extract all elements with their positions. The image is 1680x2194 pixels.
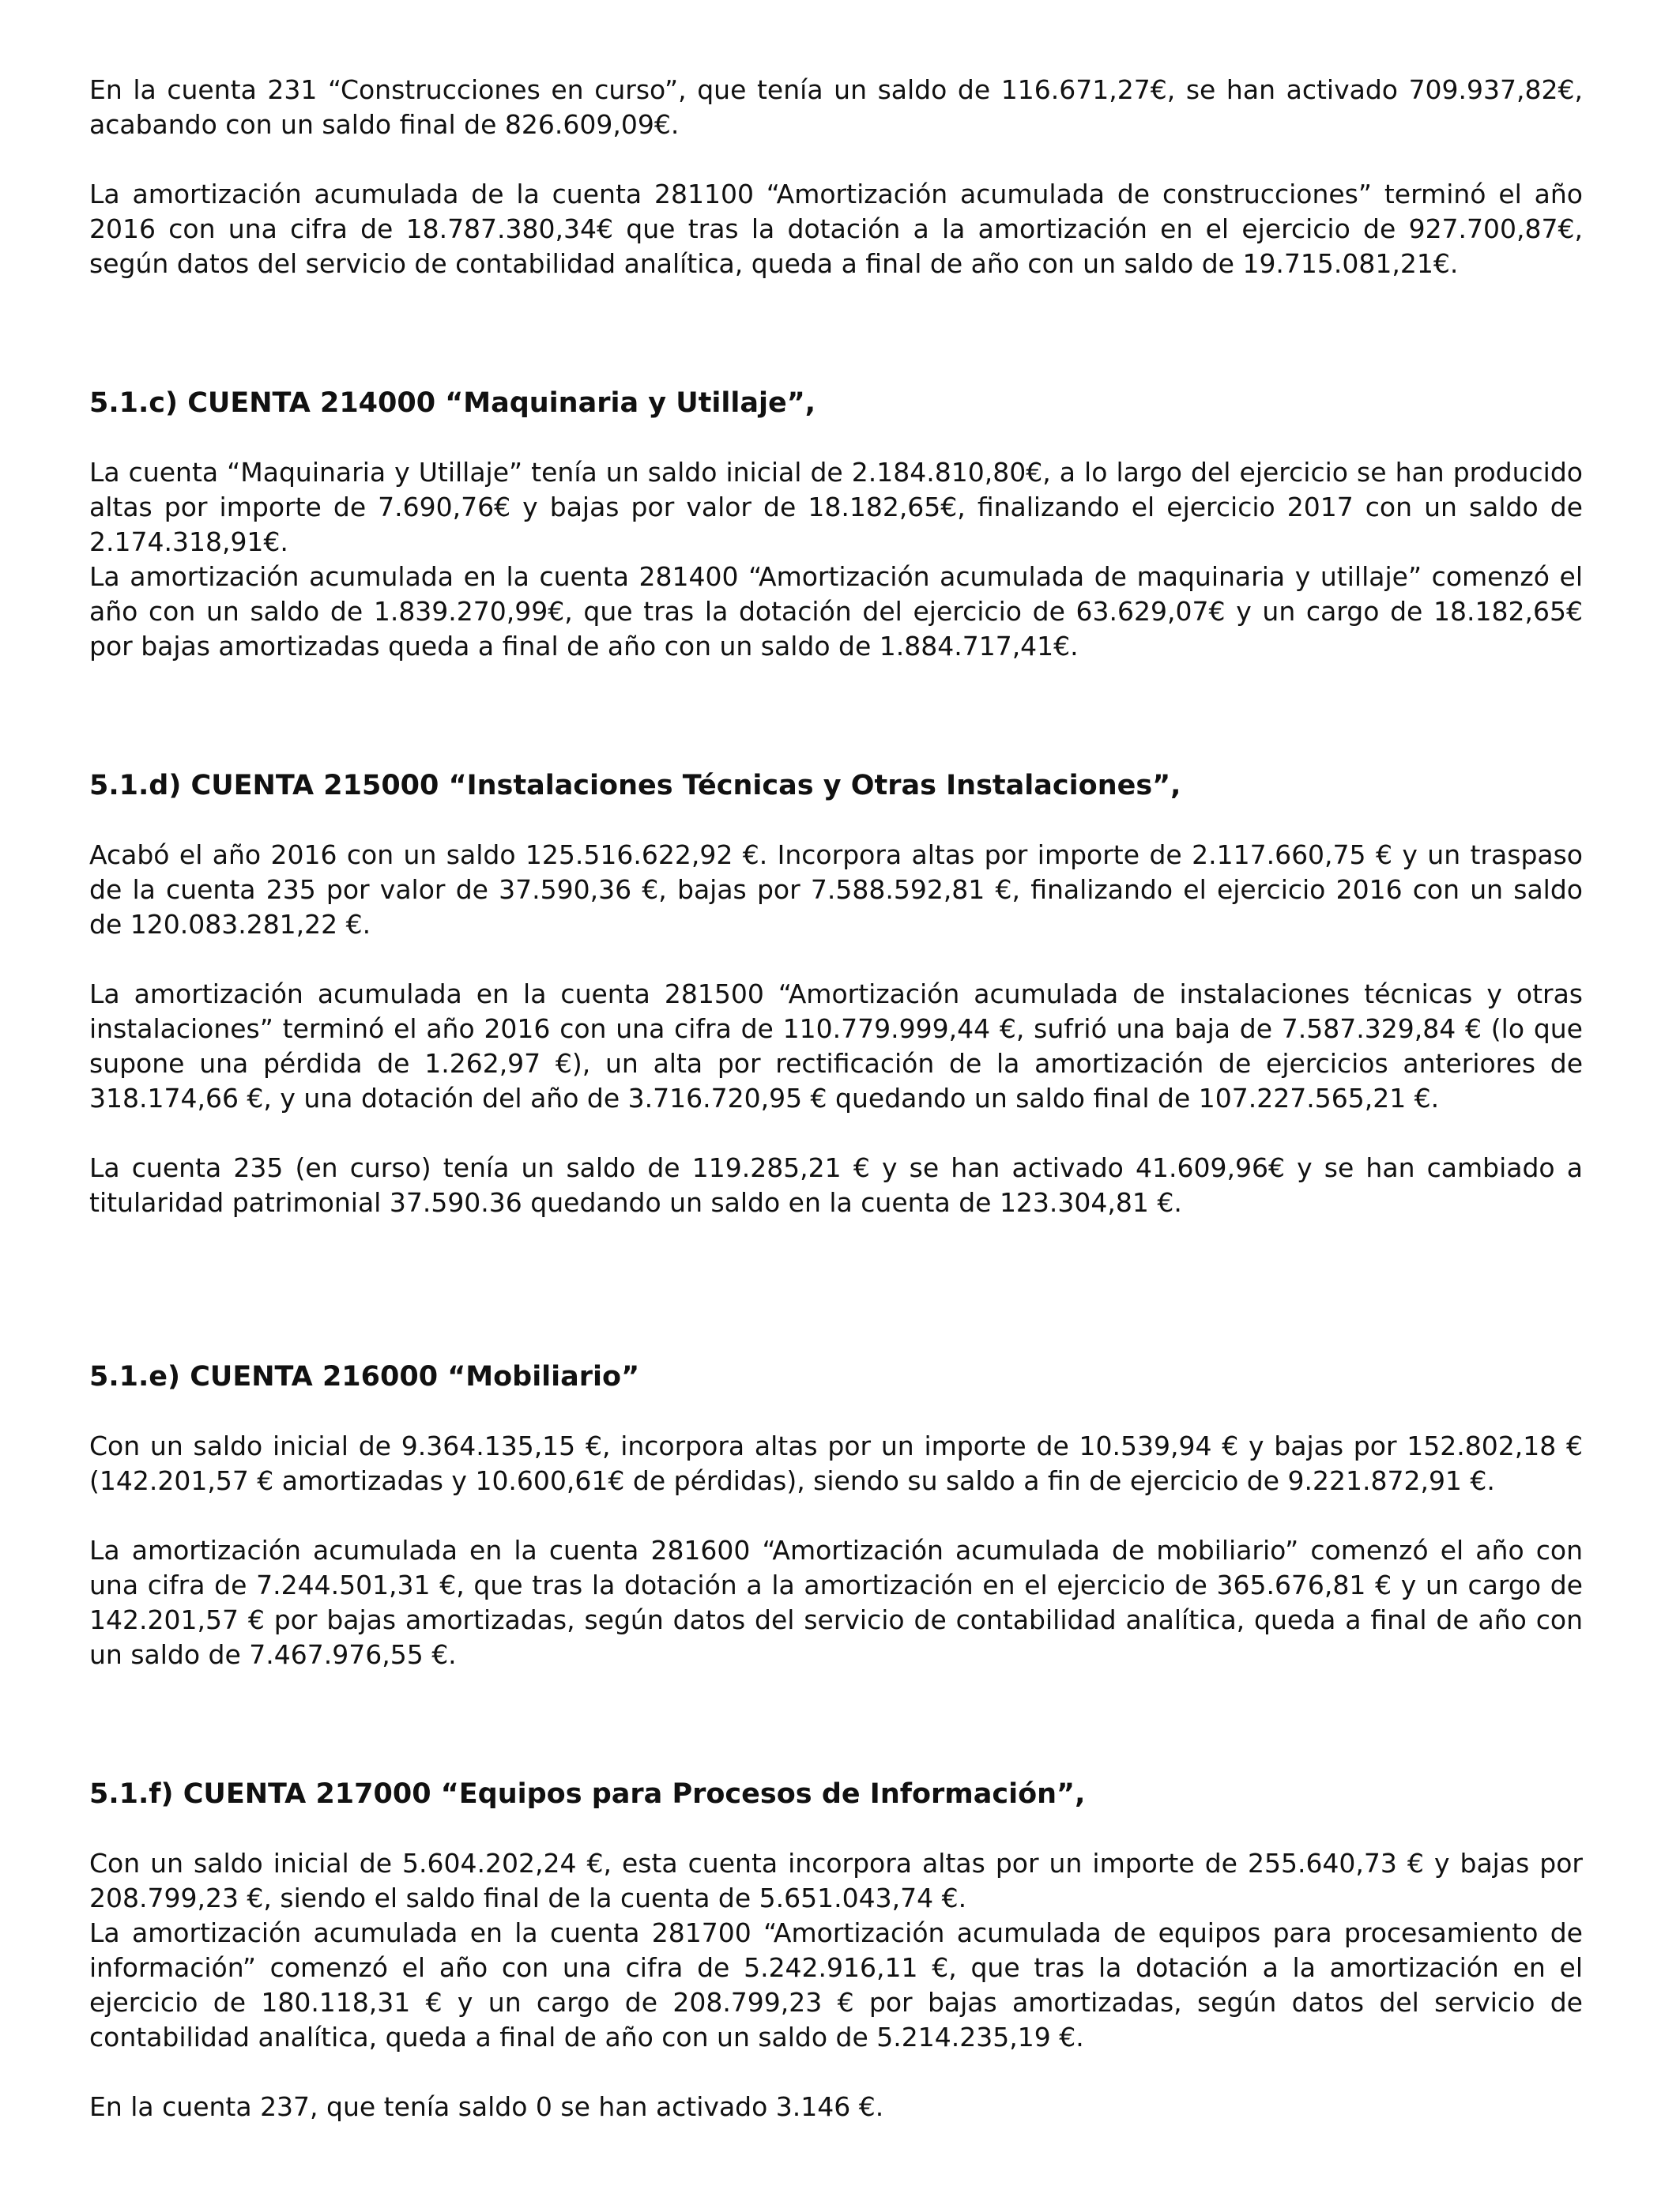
document-page bbox=[89, 73, 1583, 2124]
paragraph-amortizacion-281600: La amortización acumulada en la cuenta 281600 “Amortización acumulada de mobiliario” comenzó el año con una cifra de 7.244.501,31 €, que tras la dotación a la amortización en el ejercicio de 365.676,81 € y un cargo de 142.201,57 € por bajas amortizadas, según datos del servicio de contabilidad analítica, queda a final de año con un saldo de 7.467.976,55 €. bbox=[89, 1535, 1583, 1670]
paragraph-amortizacion-281400: La amortización acumulada en la cuenta 281400 “Amortización acumulada de maquinaria y utillaje” comenzó el año con un saldo de 1.839.270,99€, que tras la dotación del ejercicio de 63.629,07€ y un cargo de 18.182,65€ por bajas amortizadas queda a final de año con un saldo de 1.884.717,41€. bbox=[89, 561, 1583, 662]
paragraph-amortizacion-281500: La amortización acumulada en la cuenta 281500 “Amortización acumulada de instalaciones técnicas y otras instalaciones” terminó el año 2016 con una cifra de 110.779.999,44 €, sufrió una baja de 7.587.329,84 € (lo que supone una pérdida de 1.262,97 €), un alta por rectificación de la amortización de ejercicios anteriores de 318.174,66 €, y una dotación del año de 3.716.720,95 € quedando un saldo final de 107.227.565,21 €. bbox=[89, 978, 1583, 1114]
paragraph-equipos-saldo: Con un saldo inicial de 5.604.202,24 €, esta cuenta incorpora altas por un importe de 255.640,73 € y bajas por 208.799,23 €, siendo el saldo final de la cuenta de 5.651.043,74 €. bbox=[89, 1848, 1583, 1913]
paragraph-mobiliario-saldo: Con un saldo inicial de 9.364.135,15 €, incorpora altas por un importe de 10.539,94 € y bajas por 152.802,18 € (142.201,57 € amortizadas y 10.600,61€ de pérdidas), siendo su saldo a fin de ejercicio de 9.221.872,91 €. bbox=[89, 1431, 1583, 1496]
section-heading-5-1-c: 5.1.c) CUENTA 214000 “Maquinaria y Utillaje”, bbox=[89, 387, 816, 419]
section-heading-5-1-f: 5.1.f) CUENTA 217000 “Equipos para Procesos de Información”, bbox=[89, 1778, 1086, 1810]
paragraph-maquinaria-saldo: La cuenta “Maquinaria y Utillaje” tenía un saldo inicial de 2.184.810,80€, a lo largo del ejercicio se han producido altas por importe de 7.690,76€ y bajas por valor de 18.182,65€, finalizando el ejercicio 2017 con un saldo de 2.174.318,91€. bbox=[89, 457, 1583, 557]
paragraph-instalaciones-saldo: Acabó el año 2016 con un saldo 125.516.622,92 €. Incorpora altas por importe de 2.117.660,75 € y un traspaso de la cuenta 235 por valor de 37.590,36 €, bajas por 7.588.592,81 €, finalizando el ejercicio 2016 con un saldo de 120.083.281,22 €. bbox=[89, 839, 1583, 940]
paragraph-cuenta-231: En la cuenta 231 “Construcciones en curso”, que tenía un saldo de 116.671,27€, se han activado 709.937,82€, acabando con un saldo final de 826.609,09€. bbox=[89, 74, 1583, 140]
section-heading-5-1-d: 5.1.d) CUENTA 215000 “Instalaciones Técnicas y Otras Instalaciones”, bbox=[89, 770, 1181, 801]
section-heading-5-1-e: 5.1.e) CUENTA 216000 “Mobiliario” bbox=[89, 1361, 640, 1393]
paragraph-cuenta-237: En la cuenta 237, que tenía saldo 0 se han activado 3.146 €. bbox=[89, 2091, 884, 2122]
paragraph-amortizacion-281700: La amortización acumulada en la cuenta 281700 “Amortización acumulada de equipos para procesamiento de información” comenzó el año con una cifra de 5.242.916,11 €, que tras la dotación a la amortización en el ejercicio de 180.118,31 € y un cargo de 208.799,23 € por bajas amortizadas, según datos del servicio de contabilidad analítica, queda a final de año con un saldo de 5.214.235,19 €. bbox=[89, 1917, 1583, 2053]
paragraph-amortizacion-281100: La amortización acumulada de la cuenta 281100 “Amortización acumulada de construcciones” terminó el año 2016 con una cifra de 18.787.380,34€ que tras la dotación a la amortización en el ejercicio de 927.700,87€, según datos del servicio de contabilidad analítica, queda a final de año con un saldo de 19.715.081,21€. bbox=[89, 179, 1583, 279]
paragraph-cuenta-235: La cuenta 235 (en curso) tenía un saldo de 119.285,21 € y se han activado 41.609,96€ y se han cambiado a titularidad patrimonial 37.590.36 quedando un saldo en la cuenta de 123.304,81 €. bbox=[89, 1152, 1583, 1218]
